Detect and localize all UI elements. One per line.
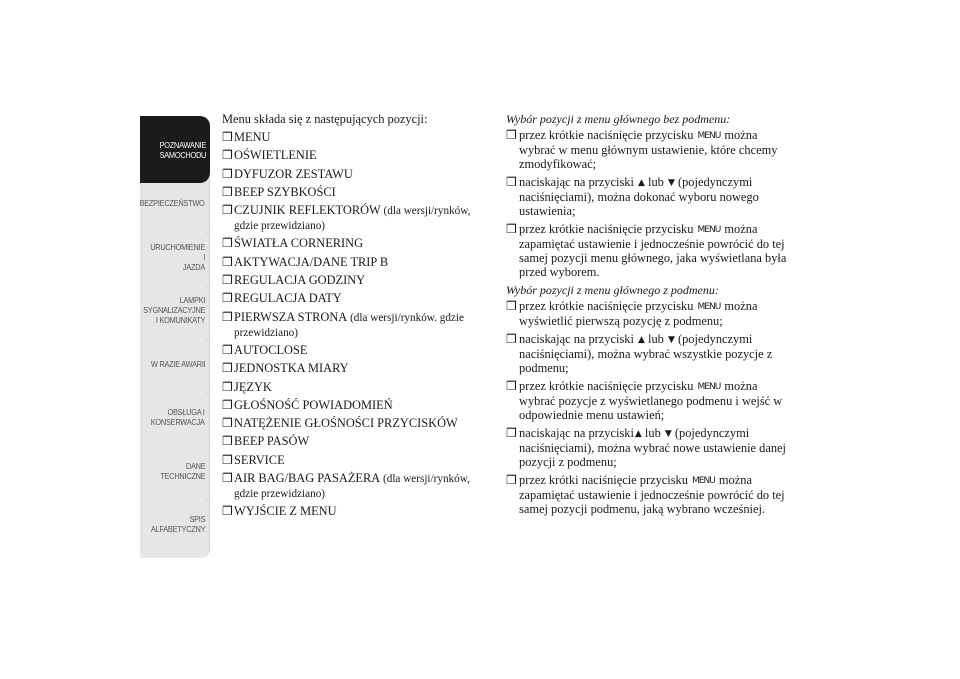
menu-button-icon: MENU [697, 131, 721, 141]
down-button-icon: ▼ [664, 429, 671, 439]
menu-list-column [222, 112, 492, 523]
checkbox-bullet-icon: ❒ [506, 175, 517, 189]
menu-list-item [222, 471, 492, 501]
menu-button-icon: MENU [692, 476, 715, 486]
chapter-tab-label: URUCHOMIENIE I JAZDA [150, 241, 205, 272]
menu-list-item [222, 380, 492, 395]
step-text-after: (pojedynczymi naciśnięciami), można wybrać nowe ustawienie danej pozycji z podmenu; [519, 426, 786, 469]
menu-item-label: PIERWSZA STRONA [234, 309, 348, 324]
menu-list-item [222, 185, 492, 200]
checkbox-bullet-icon: ❒ [222, 361, 233, 376]
menu-item-label: AUTOCLOSE [234, 342, 308, 357]
up-button-icon: ▲ [638, 335, 644, 345]
chapter-tab-label: BEZPIECZEŃSTWO [140, 198, 205, 208]
menu-button-icon: MENU [697, 225, 721, 235]
menu-item-label: MENU [234, 130, 271, 144]
step-text-mid: lub [644, 332, 667, 346]
checkbox-bullet-icon: ❒ [506, 473, 517, 487]
step-text-after: można wybrać w menu głównym ustawienie, które chcemy zmodyfikować; [519, 128, 778, 171]
menu-item-label: DYFUZOR ZESTAWU [234, 166, 353, 181]
step-text-after: (pojedynczymi naciśnięciami), można wybrać wszystkie pozycje z podmenu; [519, 332, 773, 375]
menu-item-label: REGULACJA GODZINY [234, 273, 366, 288]
checkbox-bullet-icon: ❒ [222, 416, 233, 431]
step-text-before: naciskając na przyciski [519, 426, 634, 440]
menu-item-label: GŁOŚNOŚĆ POWIADOMIEŃ [234, 397, 393, 412]
step-text-mid: lub [641, 426, 664, 440]
step-text-before: naciskając na przyciski [519, 175, 638, 189]
menu-intro: Menu składa się z następujących pozycji: [222, 112, 428, 126]
checkbox-bullet-icon: ❒ [506, 128, 517, 142]
steps-with-submenu [506, 299, 788, 516]
chapter-tab[interactable] [140, 116, 210, 183]
down-button-icon: ▼ [667, 178, 674, 188]
checkbox-bullet-icon: ❒ [222, 184, 233, 199]
steps-no-submenu [506, 128, 788, 279]
step-text-mid: lub [644, 175, 667, 189]
checkbox-bullet-icon: ❒ [222, 130, 233, 144]
checkbox-bullet-icon: ❒ [506, 379, 517, 393]
chapter-tab-label: POZNAWANIE SAMOCHODU [159, 139, 206, 160]
menu-list-item [222, 416, 492, 431]
section-heading-no-submenu: Wybór pozycji z menu głównego bez podmenu: [506, 112, 731, 126]
checkbox-bullet-icon: ❒ [222, 471, 233, 486]
step-text-before: przez krótkie naciśnięcie przycisku [519, 299, 697, 313]
instructions-column [506, 112, 788, 520]
step-text-before: przez krótkie naciśnięcie przycisku [519, 128, 697, 142]
step-text-before: przez krótkie naciśnięcie przycisku [519, 222, 697, 236]
checkbox-bullet-icon: ❒ [222, 434, 233, 449]
menu-item-label: REGULACJA DATY [234, 291, 342, 306]
menu-item-note: (dla wersji/rynków. gdzie przewidziano) [234, 311, 464, 339]
checkbox-bullet-icon: ❒ [222, 397, 233, 412]
checkbox-bullet-icon: ❒ [222, 254, 233, 269]
menu-list-item [222, 343, 492, 358]
step-text-after: można zapamiętać ustawienie i jednocześnie powrócić do tej samej pozycji podmenu, jaką wybrano wcześniej. [519, 473, 785, 516]
menu-list-item [222, 398, 492, 413]
checkbox-bullet-icon: ❒ [506, 332, 517, 346]
checkbox-bullet-icon: ❒ [222, 166, 233, 181]
menu-list-item [222, 203, 492, 233]
checkbox-bullet-icon: ❒ [222, 342, 233, 357]
menu-list-item [222, 148, 492, 163]
instruction-step [506, 426, 788, 469]
menu-item-note: (dla wersji/rynków, gdzie przewidziano) [234, 473, 470, 501]
menu-item-label: JEDNOSTKA MIARY [234, 361, 349, 376]
step-text-before: przez krótkie naciśnięcie przycisku [519, 379, 697, 393]
section-heading-with-submenu: Wybór pozycji z menu głównego z podmenu: [506, 283, 719, 297]
checkbox-bullet-icon: ❒ [506, 299, 517, 313]
step-text-after: można wybrać pozycje z wyświetlanego podmenu i wejść w odpowiednie menu ustawień; [519, 379, 783, 422]
step-text-before: przez krótki naciśnięcie przycisku [519, 473, 692, 487]
checkbox-bullet-icon: ❒ [222, 273, 233, 288]
instruction-step [506, 299, 788, 328]
menu-item-label: JĘZYK [234, 379, 272, 394]
chapter-tab-label: OBSŁUGA I KONSERWACJA [151, 407, 205, 427]
menu-item-note: (dla wersji/rynków, gdzie przewidziano) [234, 205, 471, 233]
menu-list-item [222, 130, 492, 145]
menu-list-item [222, 453, 492, 468]
menu-list-item [222, 167, 492, 182]
instruction-step [506, 128, 788, 171]
instruction-step [506, 175, 788, 218]
checkbox-bullet-icon: ❒ [222, 236, 233, 251]
step-text-after: można wyświetlić pierwszą pozycję z podmenu; [519, 299, 758, 328]
menu-list-item [222, 361, 492, 376]
up-button-icon: ▲ [634, 429, 641, 439]
checkbox-bullet-icon: ❒ [222, 379, 233, 394]
step-text-after: można zapamiętać ustawienie i jednocześnie powrócić do tej samej pozycji menu głównego, jaka wyświetlana była przed wyborem. [519, 222, 787, 279]
instruction-step [506, 332, 788, 375]
menu-list-item [222, 504, 492, 519]
menu-item-label: NATĘŻENIE GŁOŚNOŚCI PRZYCISKÓW [234, 416, 458, 431]
menu-item-label: AIR BAG/BAG PASAŻERA [234, 471, 381, 486]
chapter-tab-label: LAMPKI SYGNALIZACYJNE I KOMUNIKATY [142, 295, 205, 325]
chapter-tab-label: SPIS ALFABETYCZNY [150, 514, 205, 534]
menu-button-icon: MENU [697, 382, 721, 392]
menu-item-label: CZUJNIK REFLEKTORÓW [234, 203, 381, 218]
instruction-step [506, 473, 788, 516]
up-button-icon: ▲ [638, 178, 644, 188]
checkbox-bullet-icon: ❒ [222, 148, 233, 163]
menu-item-label: ŚWIATŁA CORNERING [234, 236, 364, 251]
menu-item-label: AKTYWACJA/DANE TRIP B [234, 254, 389, 269]
menu-list-item [222, 255, 492, 270]
checkbox-bullet-icon: ❒ [506, 222, 517, 236]
chapter-tab-label: DANE TECHNICZNE [159, 460, 205, 481]
checkbox-bullet-icon: ❒ [222, 504, 233, 519]
checkbox-bullet-icon: ❒ [222, 309, 233, 324]
menu-item-label: BEEP SZYBKOŚCI [234, 184, 336, 199]
checkbox-bullet-icon: ❒ [222, 452, 233, 467]
down-button-icon: ▼ [667, 335, 674, 345]
menu-button-icon: MENU [697, 302, 721, 312]
menu-list-item [222, 273, 492, 288]
menu-list-item [222, 434, 492, 449]
instruction-step [506, 222, 788, 279]
instruction-step [506, 379, 788, 422]
checkbox-bullet-icon: ❒ [506, 426, 517, 440]
menu-item-label: OŚWIETLENIE [234, 148, 317, 163]
menu-item-label: BEEP PASÓW [234, 434, 310, 449]
checkbox-bullet-icon: ❒ [222, 203, 233, 218]
menu-list-item [222, 291, 492, 306]
chapter-tab-label: W RAZIE AWARII [150, 358, 205, 369]
menu-item-label: SERVICE [234, 452, 285, 467]
menu-list-item [222, 236, 492, 251]
checkbox-bullet-icon: ❒ [222, 291, 233, 306]
step-text-after: (pojedynczymi naciśnięciami), można dokonać wyboru nowego ustawienia; [519, 175, 759, 218]
menu-list-item [222, 310, 492, 340]
menu-items [222, 130, 492, 519]
step-text-before: naciskając na przyciski [519, 332, 638, 346]
menu-item-label: WYJŚCIE Z MENU [234, 504, 337, 519]
